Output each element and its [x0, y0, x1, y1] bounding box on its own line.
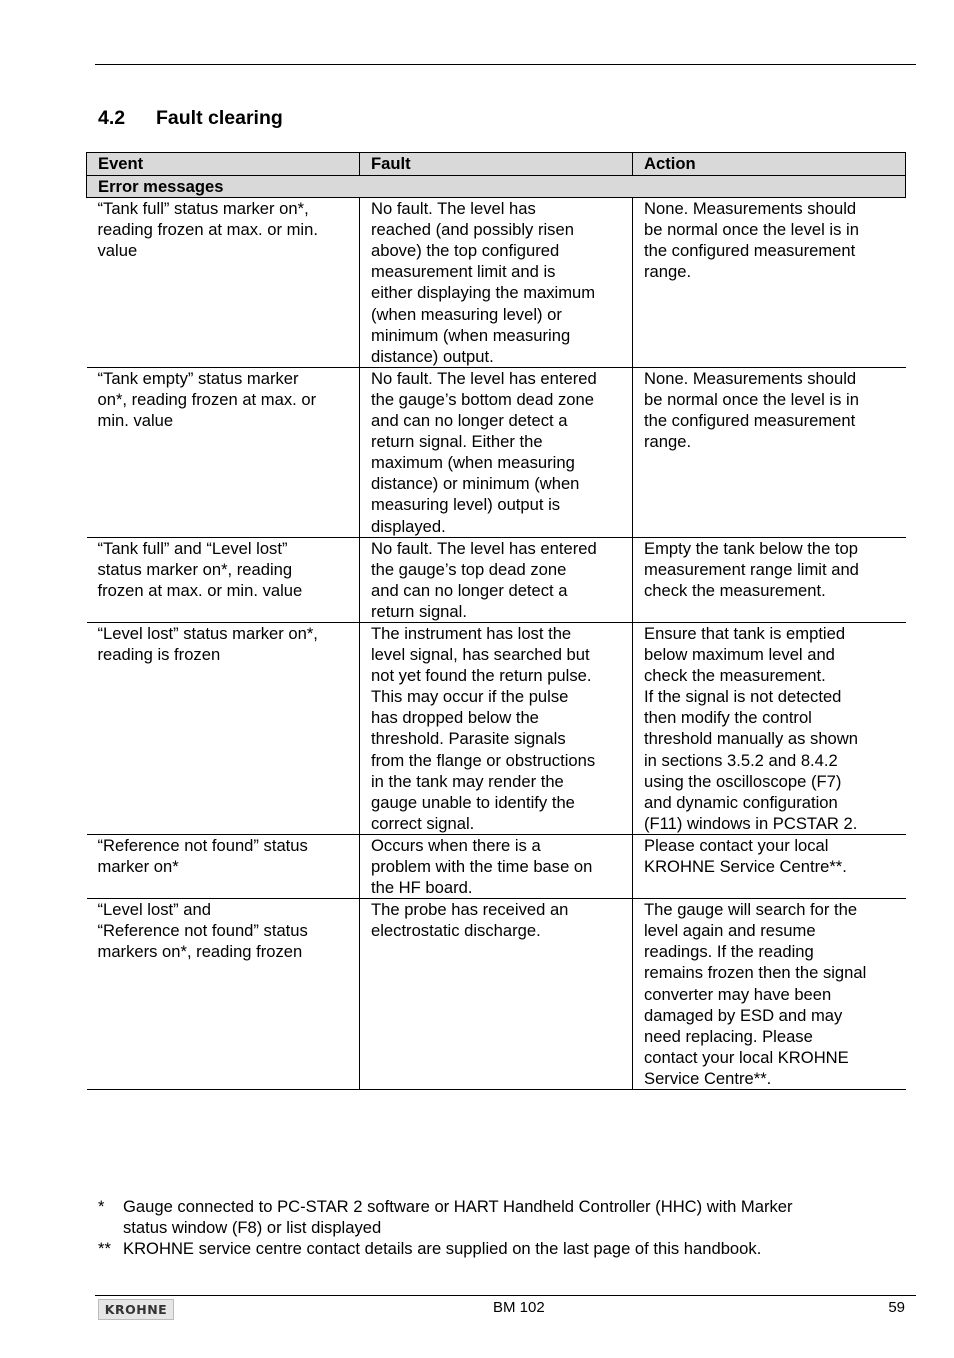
fault-text-line: (when measuring level) or — [371, 304, 562, 324]
event-cell — [87, 537, 360, 622]
action-text-line: If the signal is not detected — [644, 687, 842, 707]
action-text-line: level again and resume — [644, 921, 816, 941]
action-text-line: (F11) windows in PCSTAR 2. — [644, 813, 858, 833]
krohne-logo: KROHNE — [98, 1299, 174, 1320]
footnote-text-line: status window (F8) or list displayed — [123, 1218, 382, 1238]
event-cell — [87, 899, 360, 1090]
section-row-label: Error messages — [87, 176, 906, 198]
fault-text-line: and can no longer detect a — [371, 580, 568, 600]
action-text-line: KROHNE Service Centre**. — [644, 857, 847, 876]
action-text-line: None. Measurements should — [644, 199, 857, 219]
fault-text-line: Occurs when there is a — [371, 835, 541, 855]
action-text-line: Please contact your local — [644, 835, 829, 855]
action-text-line: be normal once the level is in — [644, 389, 859, 409]
action-text-line: then modify the control — [644, 708, 812, 728]
fault-text-line: reached (and possibly risen — [371, 220, 574, 240]
fault-text-line: gauge unable to identify the — [371, 792, 575, 812]
event-cell — [87, 198, 360, 368]
fault-text-line: No fault. The level has — [371, 199, 536, 219]
action-text-line: None. Measurements should — [644, 368, 857, 388]
section-row — [87, 176, 906, 198]
fault-text-line: maximum (when measuring — [371, 453, 575, 473]
action-text-line: Service Centre**. — [644, 1068, 772, 1088]
section-heading — [98, 107, 283, 130]
table-header-row — [87, 153, 906, 176]
table-row — [87, 367, 906, 537]
fault-text-line: return signal. — [371, 601, 467, 621]
fault-text-line: return signal. Either the — [371, 432, 543, 452]
fault-text-line: in the tank may render the — [371, 771, 564, 791]
action-text-line: below maximum level and — [644, 645, 835, 665]
footnote-text-line: Gauge connected to PC-STAR 2 software or HART Handheld Controller (HHC) with Marker — [123, 1197, 793, 1216]
event-text-line: reading frozen at max. or min. — [97, 220, 318, 240]
table-body — [87, 176, 906, 1090]
table-row — [87, 834, 906, 898]
fault-cell — [360, 367, 633, 537]
section-title: Fault clearing — [156, 107, 283, 129]
action-text-line: remains frozen then the signal — [644, 963, 867, 983]
event-text-line: markers on*, reading frozen — [97, 942, 303, 962]
fault-text-line: above) the top configured — [371, 241, 560, 261]
event-text-line: “Tank full” and “Level lost” — [97, 538, 288, 558]
action-text-line: check the measurement. — [644, 666, 826, 686]
fault-text-line: the gauge’s top dead zone — [371, 559, 567, 579]
table-row — [87, 622, 906, 834]
event-cell — [87, 367, 360, 537]
action-text-line: readings. If the reading — [644, 942, 814, 962]
column-header-event: Event — [87, 153, 360, 176]
footnote-mark: ** — [98, 1239, 111, 1259]
event-text-line: “Tank empty” status marker — [97, 368, 299, 388]
fault-cell — [360, 899, 633, 1090]
fault-text-line: The probe has received an — [371, 900, 569, 920]
fault-text-line: measuring level) output is — [371, 495, 561, 515]
event-text-line: marker on* — [97, 857, 179, 876]
action-text-line: be normal once the level is in — [644, 220, 859, 240]
fault-text-line: the HF board. — [371, 878, 473, 898]
action-text-line: need replacing. Please — [644, 1026, 813, 1046]
fault-text-line: No fault. The level has entered — [371, 368, 597, 388]
fault-text-line: distance) output. — [371, 346, 494, 366]
action-text-line: range. — [644, 262, 692, 282]
fault-text-line: measurement limit and is — [371, 262, 556, 282]
column-header-action: Action — [633, 153, 906, 176]
action-text-line: and dynamic configuration — [644, 792, 838, 812]
footnote — [98, 1238, 898, 1259]
action-text-line: Ensure that tank is emptied — [644, 623, 846, 643]
footnotes — [98, 1196, 898, 1259]
event-text-line: reading is frozen — [97, 645, 221, 665]
action-cell — [633, 834, 906, 898]
event-text-line: “Reference not found” status — [97, 835, 308, 855]
action-text-line: threshold manually as shown — [644, 729, 858, 749]
action-cell — [633, 367, 906, 537]
action-text-line: range. — [644, 432, 692, 452]
event-text-line: “Level lost” and — [97, 900, 211, 920]
action-text-line: The gauge will search for the — [644, 900, 858, 920]
fault-text-line: minimum (when measuring — [371, 325, 571, 345]
fault-text-line: the gauge’s bottom dead zone — [371, 389, 594, 409]
event-cell — [87, 622, 360, 834]
action-text-line: Empty the tank below the top — [644, 538, 859, 558]
fault-text-line: electrostatic discharge. — [371, 921, 541, 941]
footnote-mark: * — [98, 1197, 105, 1216]
document-id: BM 102 — [493, 1299, 545, 1316]
event-text-line: “Tank full” status marker on*, — [97, 199, 309, 219]
fault-text-line: has dropped below the — [371, 708, 539, 728]
fault-text-line: and can no longer detect a — [371, 411, 568, 431]
footnote — [98, 1196, 898, 1238]
event-text-line: on*, reading frozen at max. or — [97, 389, 317, 409]
fault-text-line: threshold. Parasite signals — [371, 729, 566, 749]
fault-cell — [360, 198, 633, 368]
fault-cell — [360, 834, 633, 898]
action-text-line: converter may have been — [644, 984, 832, 1004]
section-number: 4.2 — [98, 107, 126, 129]
action-cell — [633, 622, 906, 834]
fault-text-line: displayed. — [371, 516, 446, 536]
action-text-line: measurement range limit and — [644, 559, 859, 579]
footnote-text-line: KROHNE service centre contact details are supplied on the last page of this handbook. — [123, 1239, 762, 1259]
action-text-line: damaged by ESD and may — [644, 1005, 843, 1025]
column-header-fault: Fault — [360, 153, 633, 176]
action-cell — [633, 198, 906, 368]
page-number: 59 — [888, 1299, 905, 1316]
fault-cell — [360, 622, 633, 834]
table-row — [87, 198, 906, 368]
event-text-line: frozen at max. or min. value — [97, 580, 303, 600]
action-cell — [633, 537, 906, 622]
event-text-line: min. value — [97, 411, 174, 431]
fault-text-line: This may occur if the pulse — [371, 687, 569, 707]
fault-text-line: distance) or minimum (when — [371, 474, 580, 494]
fault-text-line: from the flange or obstructions — [371, 750, 596, 770]
fault-text-line: No fault. The level has entered — [371, 538, 597, 558]
event-cell — [87, 834, 360, 898]
event-text-line: “Reference not found” status — [97, 921, 308, 941]
table-row — [87, 899, 906, 1090]
action-text-line: the configured measurement — [644, 411, 856, 431]
action-cell — [633, 899, 906, 1090]
fault-text-line: not yet found the return pulse. — [371, 666, 592, 686]
event-text-line: “Level lost” status marker on*, — [97, 623, 318, 643]
fault-text-line: problem with the time base on — [371, 857, 593, 876]
action-text-line: check the measurement. — [644, 580, 826, 600]
fault-text-line: The instrument has lost the — [371, 623, 572, 643]
event-text-line: value — [97, 241, 138, 261]
action-text-line: in sections 3.5.2 and 8.4.2 — [644, 750, 838, 770]
event-text-line: status marker on*, reading — [97, 559, 293, 579]
action-text-line: using the oscilloscope (F7) — [644, 771, 842, 791]
footer-rule — [95, 1295, 916, 1296]
fault-text-line: level signal, has searched but — [371, 645, 590, 665]
table-row — [87, 537, 906, 622]
fault-clearing-table — [86, 152, 906, 1090]
fault-cell — [360, 537, 633, 622]
fault-text-line: correct signal. — [371, 813, 475, 833]
action-text-line: the configured measurement — [644, 241, 856, 261]
header-rule — [95, 64, 916, 65]
action-text-line: contact your local KROHNE — [644, 1047, 849, 1067]
fault-text-line: either displaying the maximum — [371, 283, 596, 303]
